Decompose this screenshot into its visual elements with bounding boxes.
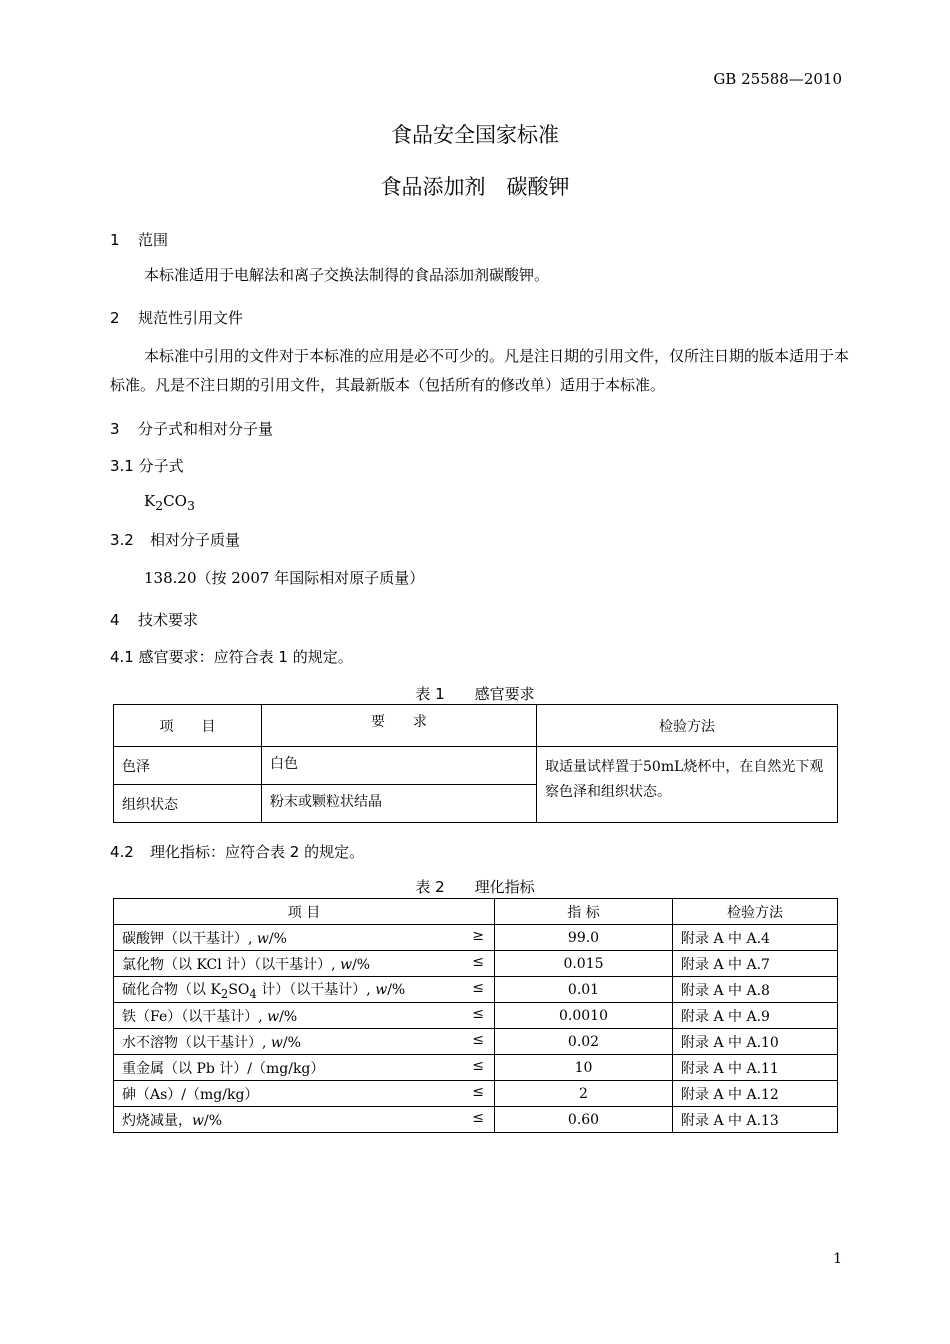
item-unit: w (375, 981, 388, 998)
table-1-sensory (113, 704, 838, 823)
cell-item (114, 951, 495, 977)
section-number: 1 (110, 231, 120, 249)
section-2-body: 本标准中引用的文件对于本标准的应用是必不可少的。凡是注日期的引用文件，仅所注日期的版本适用于本标准。凡是不注日期的引用文件，其最新版本（包括所有的修改单）适用于本标准。 (110, 347, 850, 394)
cell-method: 附录 A 中 A.8 (673, 977, 838, 1003)
cell-method: 附录 A 中 A.4 (673, 925, 838, 951)
item-unit: w (256, 930, 269, 947)
item-label: 重金属（以 Pb 计）/（mg/kg） (122, 1060, 325, 1077)
page-number: 1 (833, 1251, 842, 1267)
section-title: 相对分子质量 (150, 531, 241, 549)
section-4-heading (110, 609, 198, 630)
cell-method: 附录 A 中 A.10 (673, 1029, 838, 1055)
header-method: 检验方法 (673, 899, 838, 925)
section-number: 3 (110, 420, 120, 438)
standard-code: GB 25588—2010 (713, 70, 842, 88)
section-text: 理化指标：应符合表 2 的规定。 (150, 843, 365, 861)
cell-item (114, 1003, 495, 1029)
document-title: 食品安全国家标准 (391, 123, 559, 147)
table-row (114, 1029, 838, 1055)
section-title: 范围 (138, 231, 169, 249)
table-row (114, 1081, 838, 1107)
formula-subscript: 3 (186, 498, 195, 513)
cell-item (114, 977, 495, 1003)
section-title: 技术要求 (138, 611, 199, 629)
section-4-1-text: 4.1 感官要求：应符合表 1 的规定。 (110, 648, 353, 666)
cell-item (114, 925, 495, 951)
cell-item: 组织状态 (114, 785, 262, 823)
comparison-operator: ≤ (472, 1058, 484, 1074)
cell-requirement: 白色 (262, 747, 537, 785)
formula-subscript: 2 (220, 986, 229, 1001)
molecular-mass: 138.20（按 2007 年国际相对原子质量） (144, 569, 425, 587)
item-unit-suffix: /% (279, 1008, 298, 1025)
section-number: 4 (110, 611, 120, 629)
table-row (114, 977, 838, 1003)
table-row (114, 951, 838, 977)
table-row (114, 1055, 838, 1081)
formula-element: SO (228, 981, 250, 998)
section-1-heading (110, 229, 168, 250)
cell-item (114, 1107, 495, 1133)
item-label: 硫化合物（以 K (122, 981, 221, 998)
section-3-2-heading (110, 529, 240, 550)
comparison-operator: ≤ (472, 980, 484, 996)
table-row (114, 1107, 838, 1133)
item-unit: w (270, 1034, 283, 1051)
cell-method: 附录 A 中 A.9 (673, 1003, 838, 1029)
formula-element: K (144, 492, 156, 510)
cell-method: 取适量试样置于50mL烧杯中，在自然光下观察色泽和组织状态。 (537, 747, 838, 823)
item-unit-suffix: /% (387, 981, 406, 998)
section-title: 分子式和相对分子量 (138, 420, 274, 438)
section-2-heading (110, 307, 243, 328)
cell-method: 附录 A 中 A.13 (673, 1107, 838, 1133)
cell-value: 0.02 (495, 1029, 673, 1055)
section-1-body: 本标准适用于电解法和离子交换法制得的食品添加剂碳酸钾。 (144, 266, 550, 284)
item-label: 砷（As）/（mg/kg） (122, 1086, 259, 1103)
item-label: 氯化物（以 KCl 计）（以干基计）, (122, 956, 341, 973)
table-1-caption: 表 1 感官要求 (415, 685, 535, 703)
item-label: 碳酸钾（以干基计）, (122, 930, 257, 947)
item-label: 铁（Fe）（以干基计）, (122, 1008, 268, 1025)
item-unit-suffix: /% (282, 1034, 301, 1051)
cell-item (114, 1081, 495, 1107)
cell-value: 2 (495, 1081, 673, 1107)
header-value: 指 标 (495, 899, 673, 925)
cell-requirement: 粉末或颗粒状结晶 (262, 785, 537, 823)
comparison-operator: ≤ (472, 1006, 484, 1022)
item-label: 计）（以干基计）, (256, 981, 376, 998)
section-number: 3.2 (110, 531, 134, 549)
cell-item (114, 1055, 495, 1081)
section-title: 分子式 (138, 457, 184, 475)
cell-value: 0.01 (495, 977, 673, 1003)
formula-subscript: 4 (249, 986, 257, 1001)
header-requirement: 要 求 (262, 705, 537, 747)
comparison-operator: ≤ (472, 1032, 484, 1048)
table-row (114, 1003, 838, 1029)
item-unit: w (192, 1112, 204, 1129)
cell-value: 0.60 (495, 1107, 673, 1133)
item-label: 水不溶物（以干基计）, (122, 1034, 271, 1051)
section-3-1-heading (110, 455, 184, 476)
item-label: 灼烧减量， (122, 1112, 192, 1129)
section-number: 4.2 (110, 843, 134, 861)
document-subtitle: 食品添加剂 碳酸钾 (380, 175, 570, 199)
cell-item: 色泽 (114, 747, 262, 785)
header-method: 检验方法 (537, 705, 838, 747)
cell-method: 附录 A 中 A.12 (673, 1081, 838, 1107)
table-2-physicochemical (113, 898, 838, 1133)
cell-value: 99.0 (495, 925, 673, 951)
item-unit: w (267, 1008, 280, 1025)
cell-method: 附录 A 中 A.11 (673, 1055, 838, 1081)
item-unit-suffix: /% (203, 1112, 223, 1129)
section-title: 规范性引用文件 (138, 309, 244, 327)
molecular-formula (144, 492, 195, 513)
section-number: 3.1 (110, 457, 134, 475)
formula-element: CO (163, 492, 187, 510)
cell-item (114, 1029, 495, 1055)
cell-method: 附录 A 中 A.7 (673, 951, 838, 977)
cell-value: 0.0010 (495, 1003, 673, 1029)
table-row (114, 747, 838, 785)
table-header-row (114, 899, 838, 925)
section-3-heading (110, 418, 273, 439)
comparison-operator: ≤ (472, 1084, 484, 1100)
item-unit-suffix: /% (352, 956, 371, 973)
comparison-operator: ≤ (472, 954, 484, 970)
header-item: 项 目 (114, 705, 262, 747)
table-header-row (114, 705, 838, 747)
section-number: 2 (110, 309, 120, 327)
comparison-operator: ≤ (472, 1110, 484, 1126)
item-unit-suffix: /% (268, 930, 287, 947)
item-unit: w (340, 956, 353, 973)
cell-value: 10 (495, 1055, 673, 1081)
table-2-caption: 表 2 理化指标 (415, 878, 535, 896)
table-row (114, 925, 838, 951)
cell-value: 0.015 (495, 951, 673, 977)
section-4-2-heading (110, 841, 364, 862)
header-item: 项 目 (114, 899, 495, 925)
comparison-operator: ≥ (472, 928, 484, 944)
formula-subscript: 2 (155, 498, 164, 513)
